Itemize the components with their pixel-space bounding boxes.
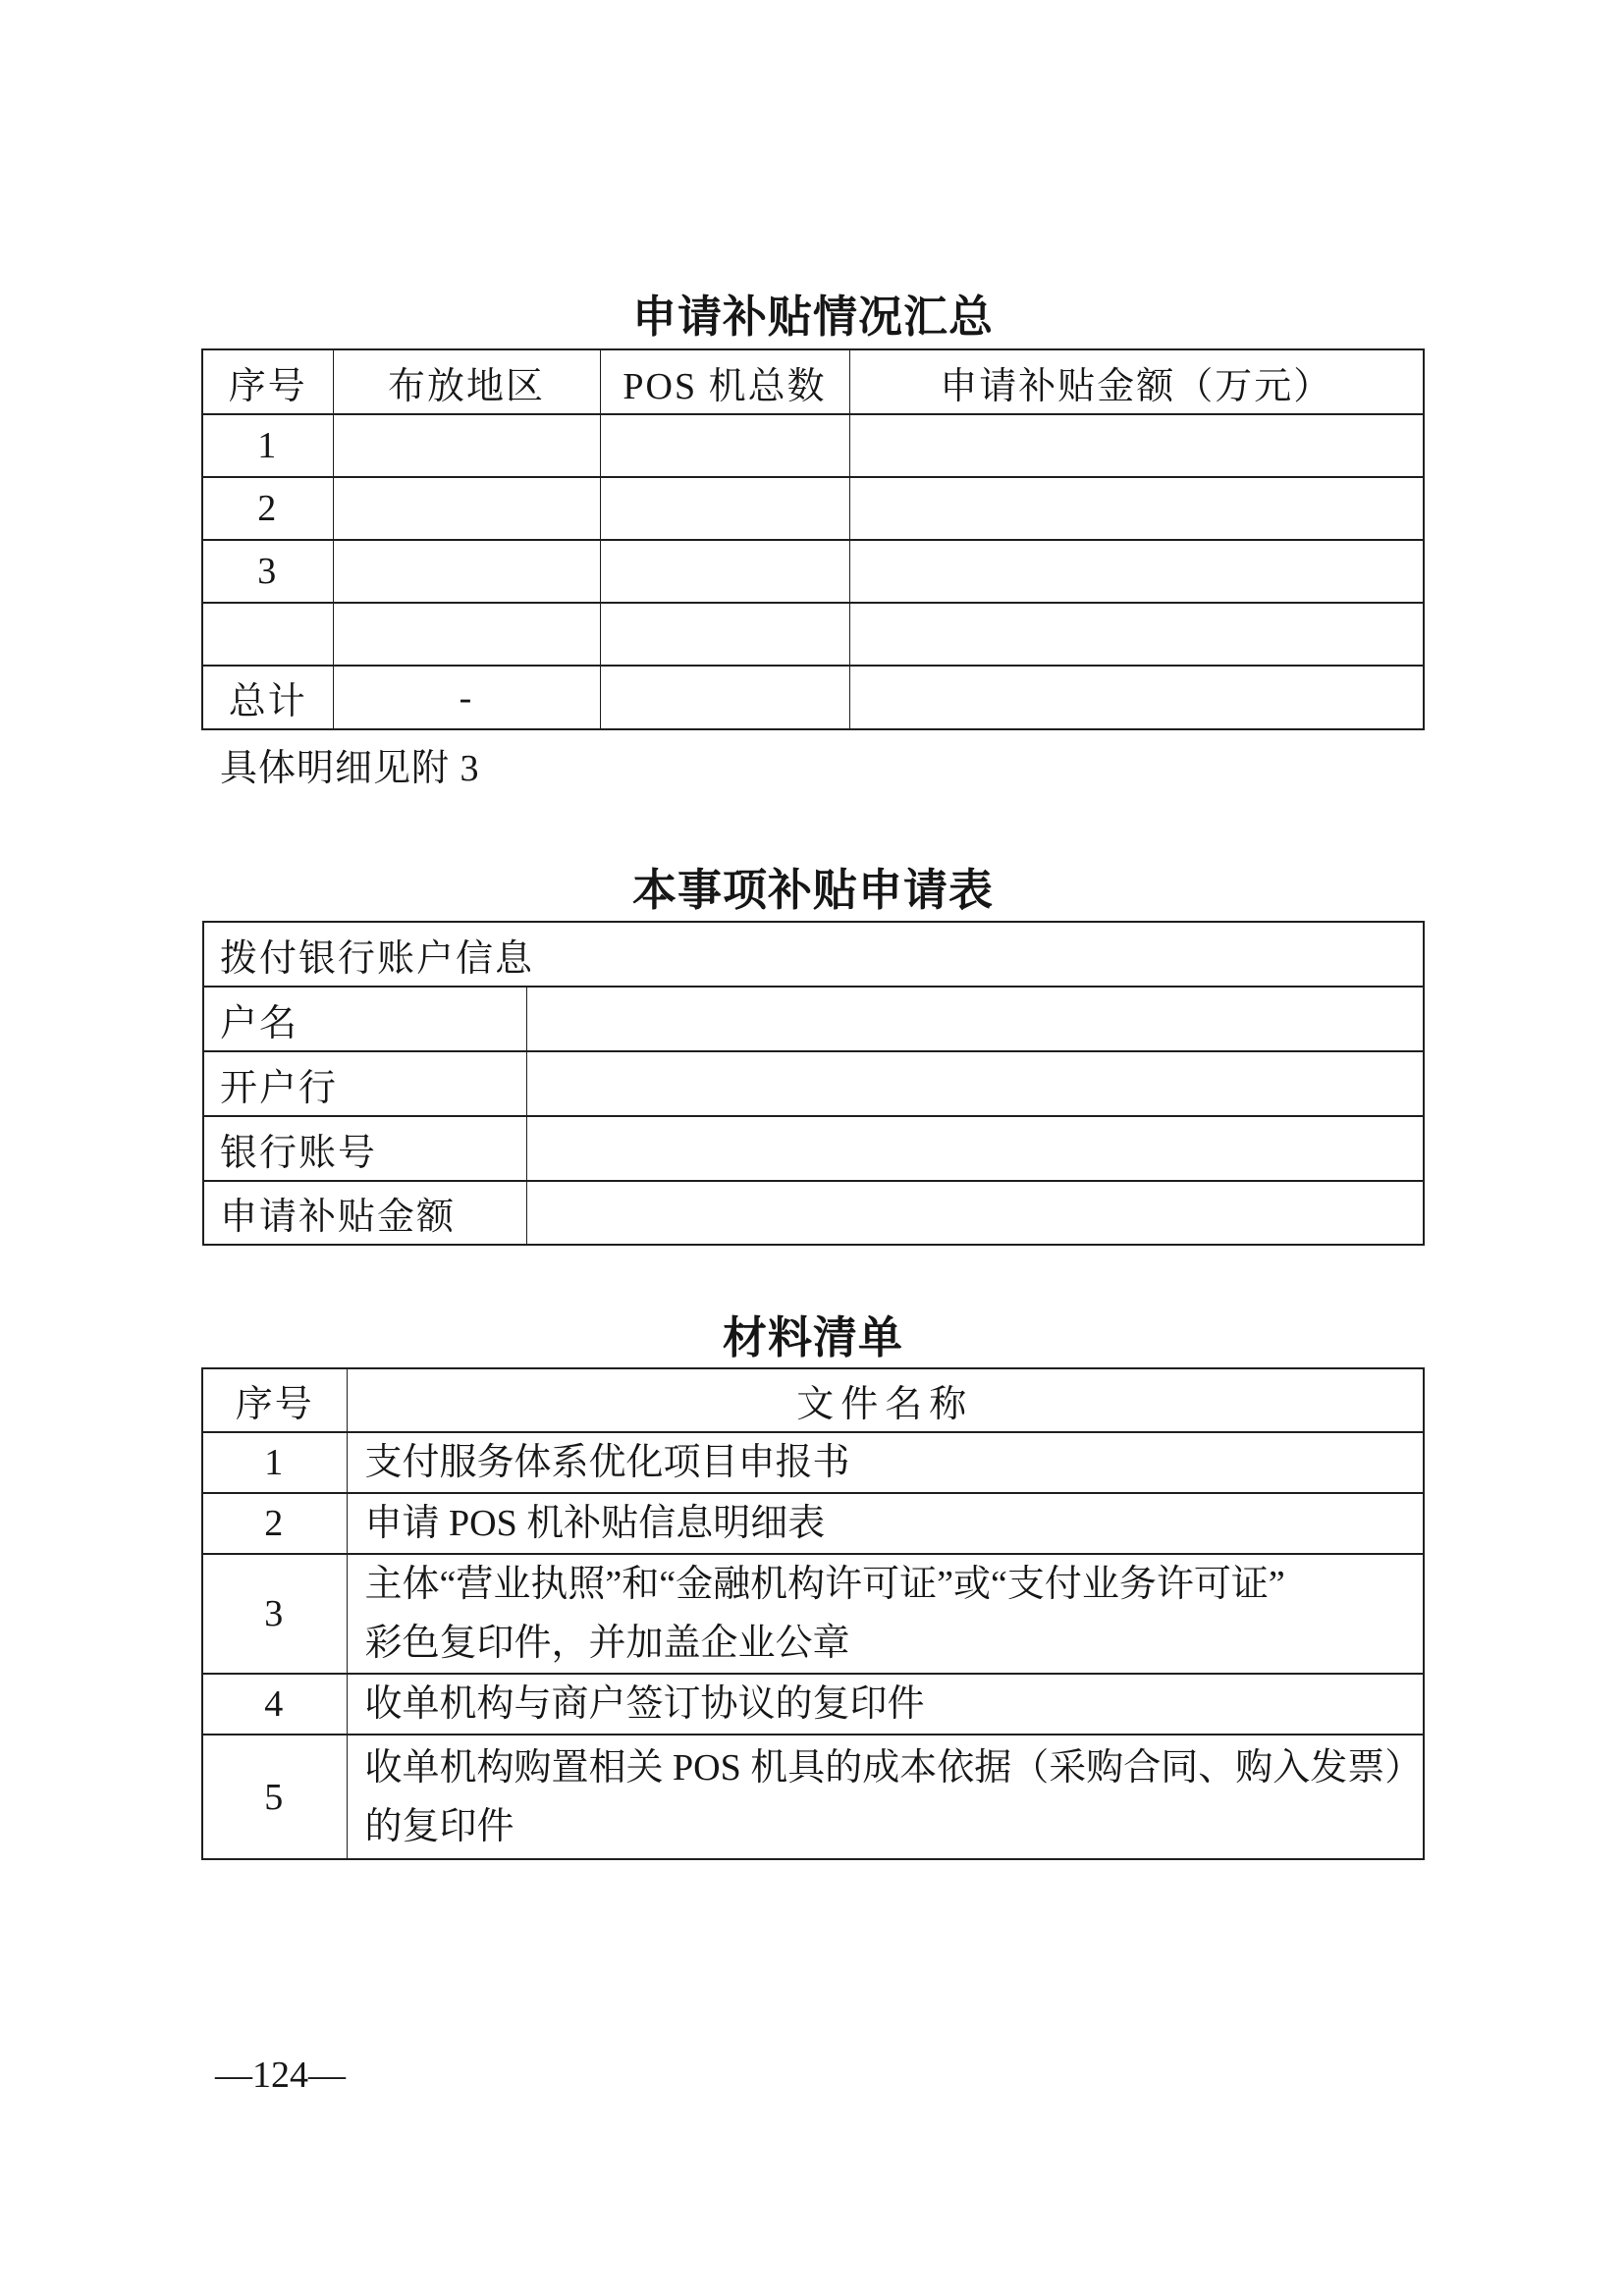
bank-info-section-header: 拨付银行账户信息 [203, 922, 1424, 987]
subsidy-amount-value [526, 1181, 1424, 1245]
filename-line: 申请 POS 机补贴信息明细表 [364, 1503, 826, 1544]
summary-row-area [333, 477, 600, 540]
summary-total-area: - [333, 666, 600, 729]
summary-row-amount [849, 540, 1424, 603]
bank-branch-value [526, 1051, 1424, 1116]
filename-line: 支付服务体系优化项目申报书 [364, 1442, 850, 1483]
summary-col-header-area: 布放地区 [333, 349, 600, 414]
summary-row-area [333, 414, 600, 477]
materials-col-header-filename: 文件名称 [347, 1368, 1424, 1432]
materials-header-row [202, 1368, 1424, 1432]
summary-total-label: 总计 [202, 666, 333, 729]
materials-row [202, 1554, 1424, 1674]
materials-row-filename [347, 1554, 1424, 1674]
summary-row [202, 414, 1424, 477]
summary-row-no: 1 [202, 414, 333, 477]
account-name-value [526, 987, 1424, 1051]
application-table [202, 921, 1425, 1246]
summary-row [202, 603, 1424, 666]
filename-line: 的复印件 [364, 1805, 514, 1847]
account-name-label: 户名 [203, 987, 526, 1051]
materials-row-no: 3 [202, 1554, 347, 1674]
filename-line: 收单机构与商户签订协议的复印件 [364, 1683, 925, 1725]
summary-table [201, 348, 1425, 730]
materials-row-filename [347, 1735, 1424, 1859]
form-row [203, 987, 1424, 1051]
summary-note: 具体明细见附 3 [220, 748, 480, 789]
summary-row-amount [849, 603, 1424, 666]
materials-section-title: 材料清单 [722, 1312, 903, 1362]
materials-row-filename [347, 1432, 1424, 1493]
summary-header-row [202, 349, 1424, 414]
materials-row-no: 1 [202, 1432, 347, 1493]
page-number: —124— [215, 2055, 346, 2096]
summary-row-amount [849, 477, 1424, 540]
filename-line: 主体“营业执照”和“金融机构许可证”或“支付业务许可证” [364, 1564, 1285, 1605]
form-row [203, 1051, 1424, 1116]
summary-total-pos-total [600, 666, 849, 729]
summary-row-no: 2 [202, 477, 333, 540]
summary-row-no [202, 603, 333, 666]
bank-account-number-value [526, 1116, 1424, 1181]
summary-row-area [333, 540, 600, 603]
summary-row-pos-total [600, 540, 849, 603]
filename-line: 彩色复印件，并加盖企业公章 [364, 1623, 850, 1664]
summary-col-header-no: 序号 [202, 349, 333, 414]
bank-branch-label: 开户行 [203, 1051, 526, 1116]
summary-row [202, 540, 1424, 603]
form-row [203, 1181, 1424, 1245]
summary-row-no: 3 [202, 540, 333, 603]
summary-row-pos-total [600, 603, 849, 666]
materials-row-no: 2 [202, 1493, 347, 1554]
summary-row-pos-total [600, 477, 849, 540]
summary-row-amount [849, 414, 1424, 477]
summary-total-amount [849, 666, 1424, 729]
summary-col-header-amount: 申请补贴金额（万元） [849, 349, 1424, 414]
bank-info-header-row [203, 922, 1424, 987]
summary-total-row [202, 666, 1424, 729]
materials-row [202, 1432, 1424, 1493]
materials-row-filename [347, 1674, 1424, 1735]
summary-row-area [333, 603, 600, 666]
summary-row [202, 477, 1424, 540]
materials-table [201, 1367, 1425, 1860]
materials-row [202, 1735, 1424, 1859]
materials-row [202, 1493, 1424, 1554]
materials-row [202, 1674, 1424, 1735]
summary-col-header-pos-total: POS 机总数 [600, 349, 849, 414]
application-section-title: 本事项补贴申请表 [631, 865, 994, 915]
bank-account-number-label: 银行账号 [203, 1116, 526, 1181]
filename-line: 收单机构购置相关 POS 机具的成本依据（采购合同、购入发票） [364, 1746, 1423, 1789]
materials-row-filename [347, 1493, 1424, 1554]
materials-row-no: 5 [202, 1735, 347, 1859]
materials-col-header-no: 序号 [202, 1368, 347, 1432]
subsidy-amount-label: 申请补贴金额 [203, 1181, 526, 1245]
form-row [203, 1116, 1424, 1181]
materials-row-no: 4 [202, 1674, 347, 1735]
summary-row-pos-total [600, 414, 849, 477]
summary-section-title: 申请补贴情况汇总 [631, 292, 994, 342]
